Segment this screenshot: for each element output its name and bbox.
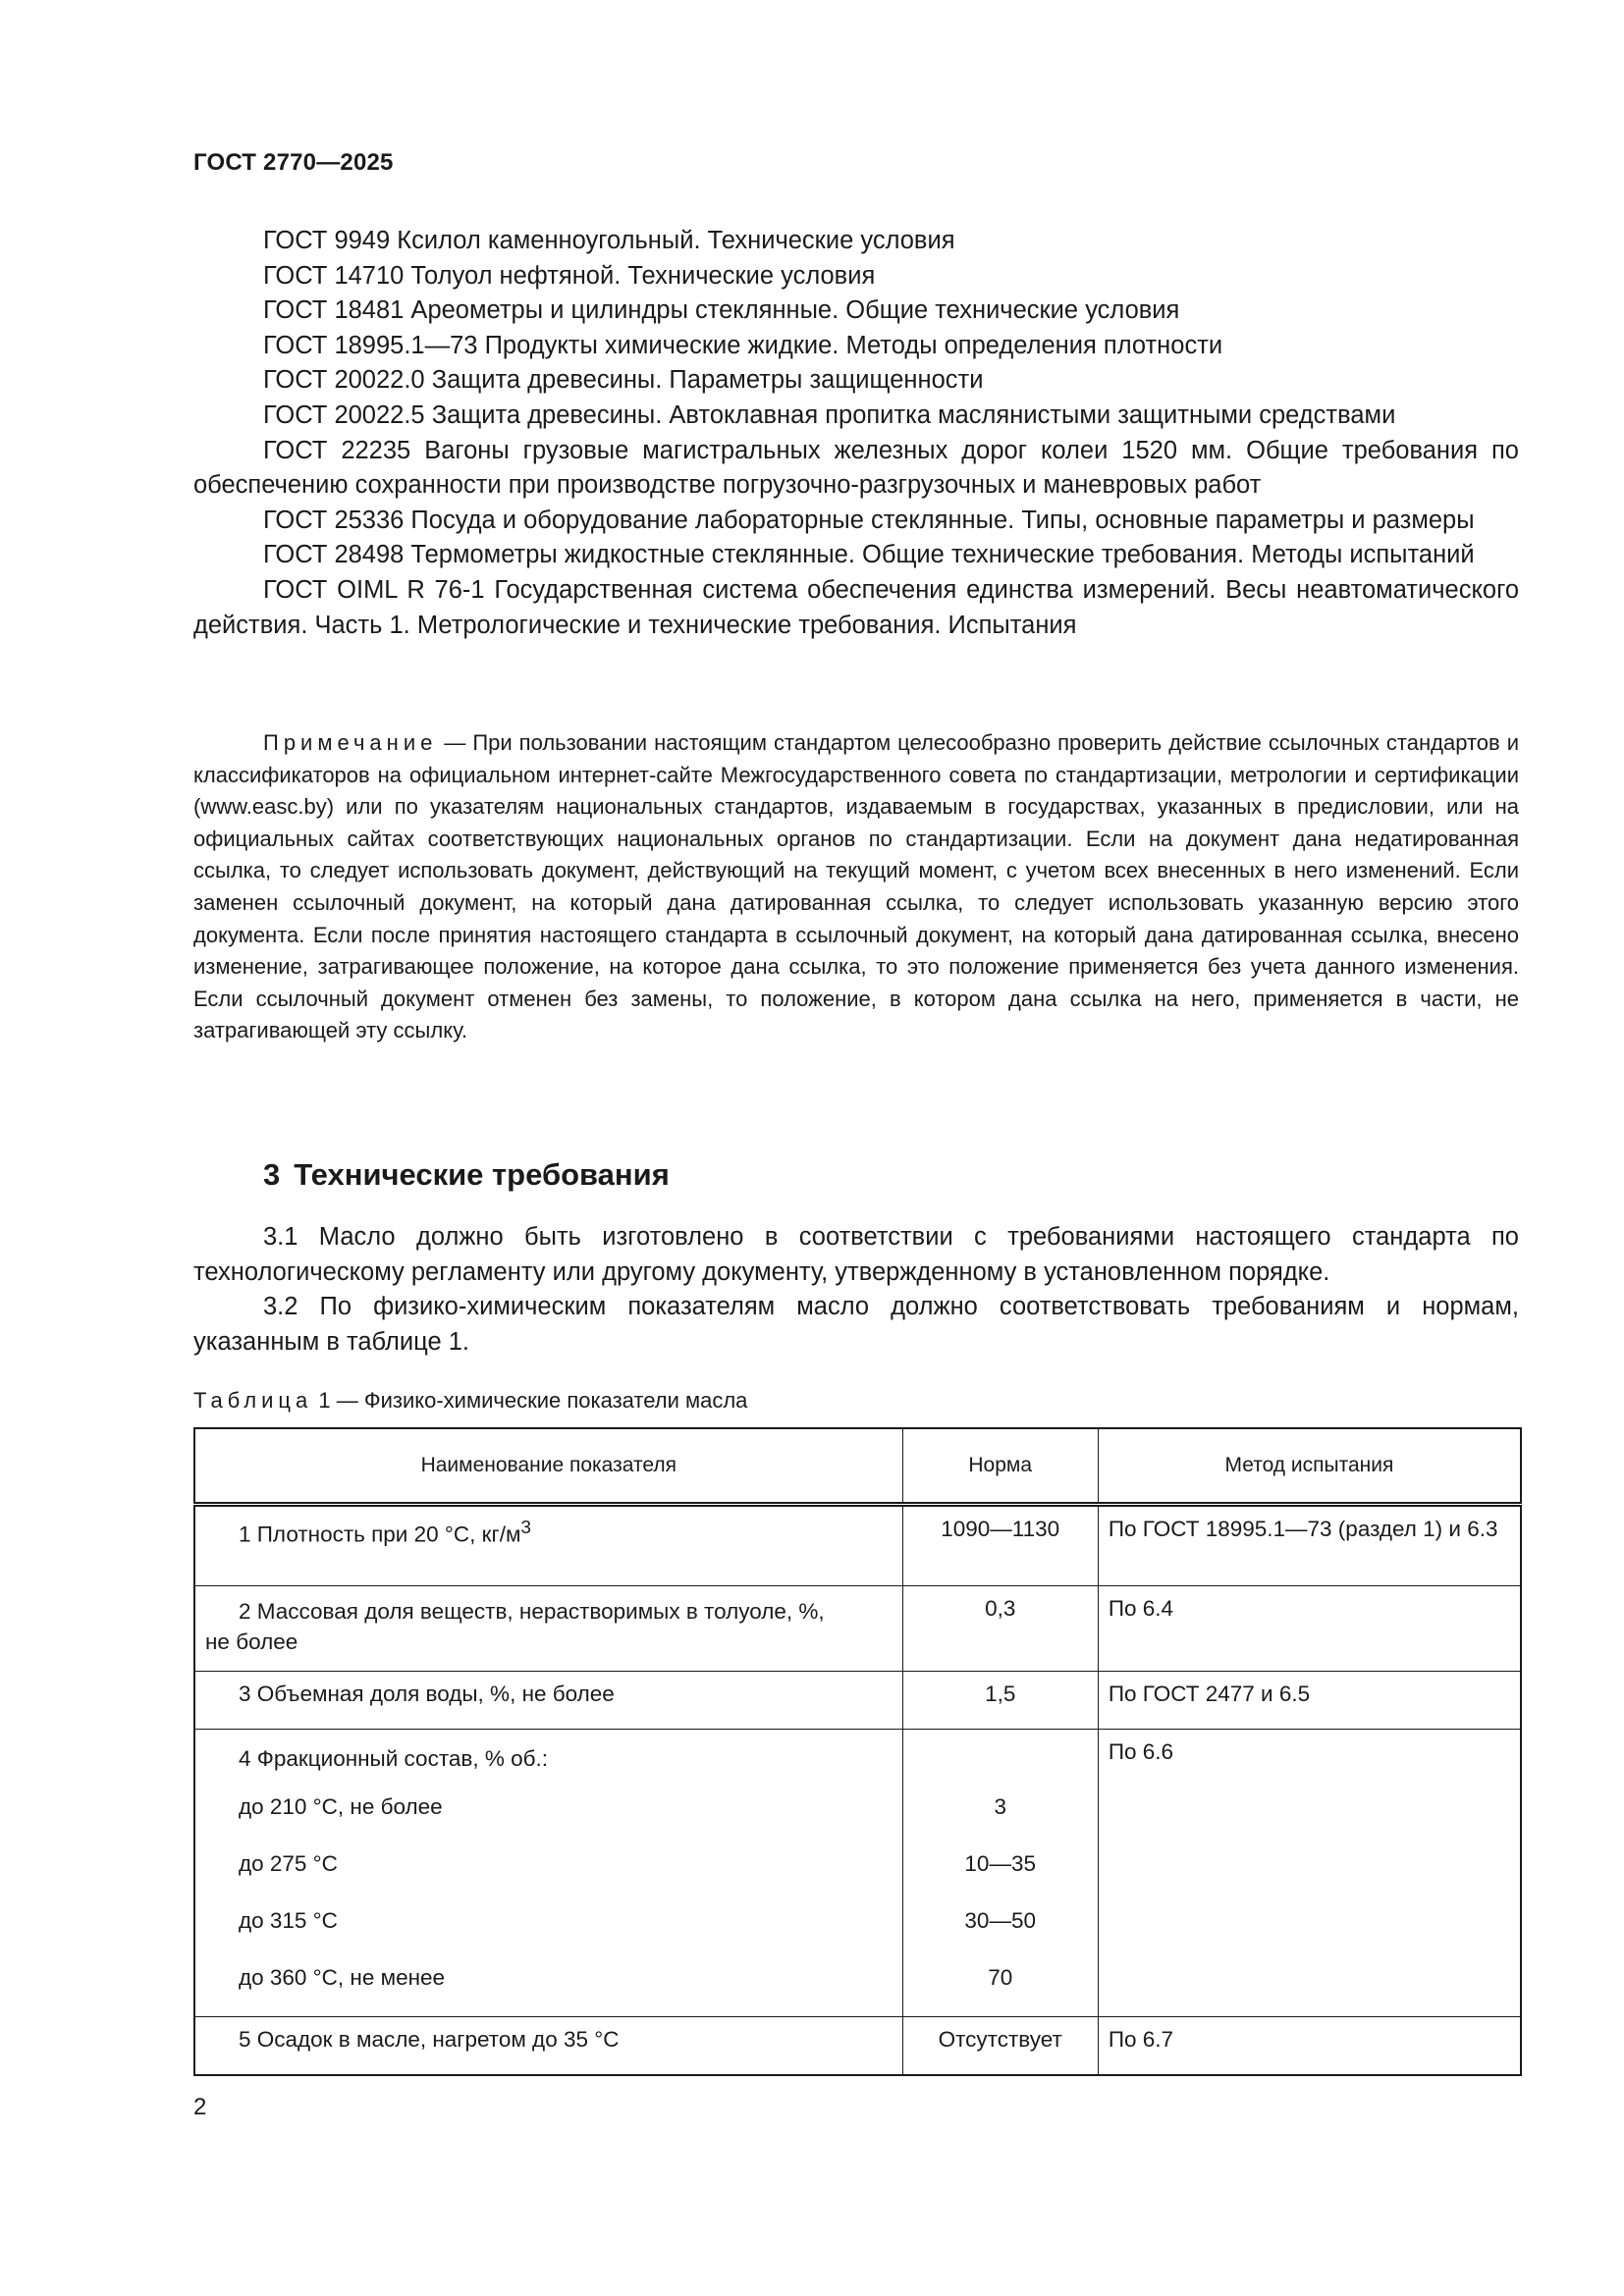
cell-method: По ГОСТ 18995.1—73 (раздел 1) и 6.3	[1098, 1505, 1521, 1586]
sub-row-label: до 275 °С	[239, 1851, 338, 1876]
sub-row-label: до 360 °С, не менее	[239, 1965, 446, 1990]
cell-method: По 6.4	[1098, 1586, 1521, 1672]
references-note	[193, 727, 1519, 1047]
document-header: ГОСТ 2770—2025	[193, 149, 394, 176]
header-name: Наименование показателя	[194, 1428, 902, 1505]
cell-norm	[902, 1730, 1098, 2017]
page-number: 2	[193, 2094, 207, 2120]
reference-item: ГОСТ 22235 Вагоны грузовые магистральных железных дорог колеи 1520 мм. Общие требования по обеспечению сохранности при производстве погрузочно-разгрузочных и маневровых работ	[193, 436, 1519, 500]
header-method: Метод испытания	[1098, 1428, 1521, 1505]
cell-norm: 1,5	[902, 1672, 1098, 1730]
cell-name: 5 Осадок в масле, нагретом до 35 °С	[194, 2017, 902, 2076]
table-row	[194, 1730, 1521, 2017]
section-title-text: Технические требования	[294, 1157, 670, 1192]
row-label-continued: не более	[205, 1629, 298, 1654]
reference-item: ГОСТ 25336 Посуда и оборудование лабораторные стеклянные. Типы, основные параметры и размеры	[263, 506, 1475, 534]
cell-method: По 6.7	[1098, 2017, 1521, 2076]
cell-norm: 1090—1130	[902, 1505, 1098, 1586]
cell-name	[194, 1505, 902, 1586]
cell-name	[194, 1586, 902, 1672]
sub-row-label: до 315 °С	[239, 1908, 338, 1933]
sub-row-norm: 3	[994, 1794, 1006, 1819]
reference-item: ГОСТ 9949 Ксилол каменноугольный. Технические условия	[263, 227, 955, 254]
cell-method: По ГОСТ 2477 и 6.5	[1098, 1672, 1521, 1730]
table-row	[194, 1672, 1521, 1730]
reference-item: ГОСТ 14710 Толуол нефтяной. Технические условия	[263, 261, 876, 290]
table-caption-label: Таблица	[193, 1388, 313, 1413]
section-paragraph: 3.2 По физико-химическим показателям масло должно соответствовать требованиям и нормам, указанным в таблице 1.	[193, 1293, 1519, 1356]
section-body	[193, 1220, 1519, 1360]
cell-norm: 0,3	[902, 1586, 1098, 1672]
superscript: 3	[520, 1517, 531, 1537]
table-caption	[193, 1386, 747, 1415]
row-label: 4 Фракционный состав, % об.:	[239, 1746, 548, 1771]
note-text: — При пользовании настоящим стандартом целесообразно проверить действие ссылочных стандартов и классификаторов на официальном интернет-сайте Межгосударственного совета по стандартизации, метрологии и сертификации (www.easc.by) или по указателям национальных стандартов, издаваемым в государствах, указанных в предисловии, или на официальных сайтах соответствующих национальных органов по стандартизации. Если на документ дана недатированная ссылка, то следует использовать документ, действующий на текущий момент, с учетом всех внесенных в него изменений. Если заменен ссылочный документ, на который дана датированная ссылка, то следует использовать указанную версию этого документа. Если после принятия настоящего стандарта в ссылочный документ, на который дана датированная ссылка, внесено изменение, затрагивающее положение, на которое дана ссылка, то это положение применяется без учета данного изменения. Если ссылочный документ отменен без замены, то положение, в котором дана ссылка на него, применяется в части, не затрагивающей эту ссылку.	[193, 730, 1519, 1043]
note-label: Примечание	[263, 730, 438, 755]
reference-item: ГОСТ OIML R 76-1 Государственная система обеспечения единства измерений. Весы неавтоматического действия. Часть 1. Метрологические и технические требования. Испытания	[193, 575, 1519, 639]
cell-norm: Отсутствует	[902, 2017, 1098, 2076]
cell-name	[194, 1730, 902, 2017]
table-row	[194, 1505, 1521, 1586]
table-caption-text: 1 — Физико-химические показатели масла	[312, 1388, 748, 1413]
section-paragraph: 3.1 Масло должно быть изготовлено в соответствии с требованиями настоящего стандарта по технологическому регламенту или другому документу, утвержденному в установленном порядке.	[193, 1223, 1519, 1286]
sub-row-norm: 30—50	[964, 1908, 1036, 1933]
section-number: 3	[263, 1157, 281, 1192]
sub-row-norm: 70	[988, 1965, 1013, 1990]
cell-method: По 6.6	[1098, 1730, 1521, 2017]
reference-item: ГОСТ 18995.1—73 Продукты химические жидкие. Методы определения плотности	[263, 331, 1223, 359]
cell-name: 3 Объемная доля воды, %, не более	[194, 1672, 902, 1730]
table-header-row	[194, 1428, 1521, 1505]
row-label: 1 Плотность при 20 °С, кг/м	[239, 1522, 521, 1547]
sub-row-label: до 210 °С, не более	[239, 1794, 443, 1819]
physicochemical-table	[193, 1427, 1522, 2076]
reference-item: ГОСТ 20022.0 Защита древесины. Параметры защищенности	[263, 366, 984, 395]
section-heading	[263, 1157, 670, 1193]
reference-item: ГОСТ 20022.5 Защита древесины. Автоклавная пропитка маслянистыми защитными средствами	[263, 400, 1396, 429]
sub-row-norm: 10—35	[964, 1851, 1036, 1876]
table-row	[194, 2017, 1521, 2076]
header-norm: Норма	[902, 1428, 1098, 1505]
table-row	[194, 1586, 1521, 1672]
reference-item: ГОСТ 28498 Термометры жидкостные стеклянные. Общие технические требования. Методы испытаний	[263, 541, 1475, 569]
row-label: 2 Массовая доля веществ, нерастворимых в толуоле, %,	[239, 1599, 825, 1624]
normative-references	[193, 224, 1519, 643]
reference-item: ГОСТ 18481 Ареометры и цилиндры стеклянные. Общие технические условия	[263, 296, 1180, 325]
